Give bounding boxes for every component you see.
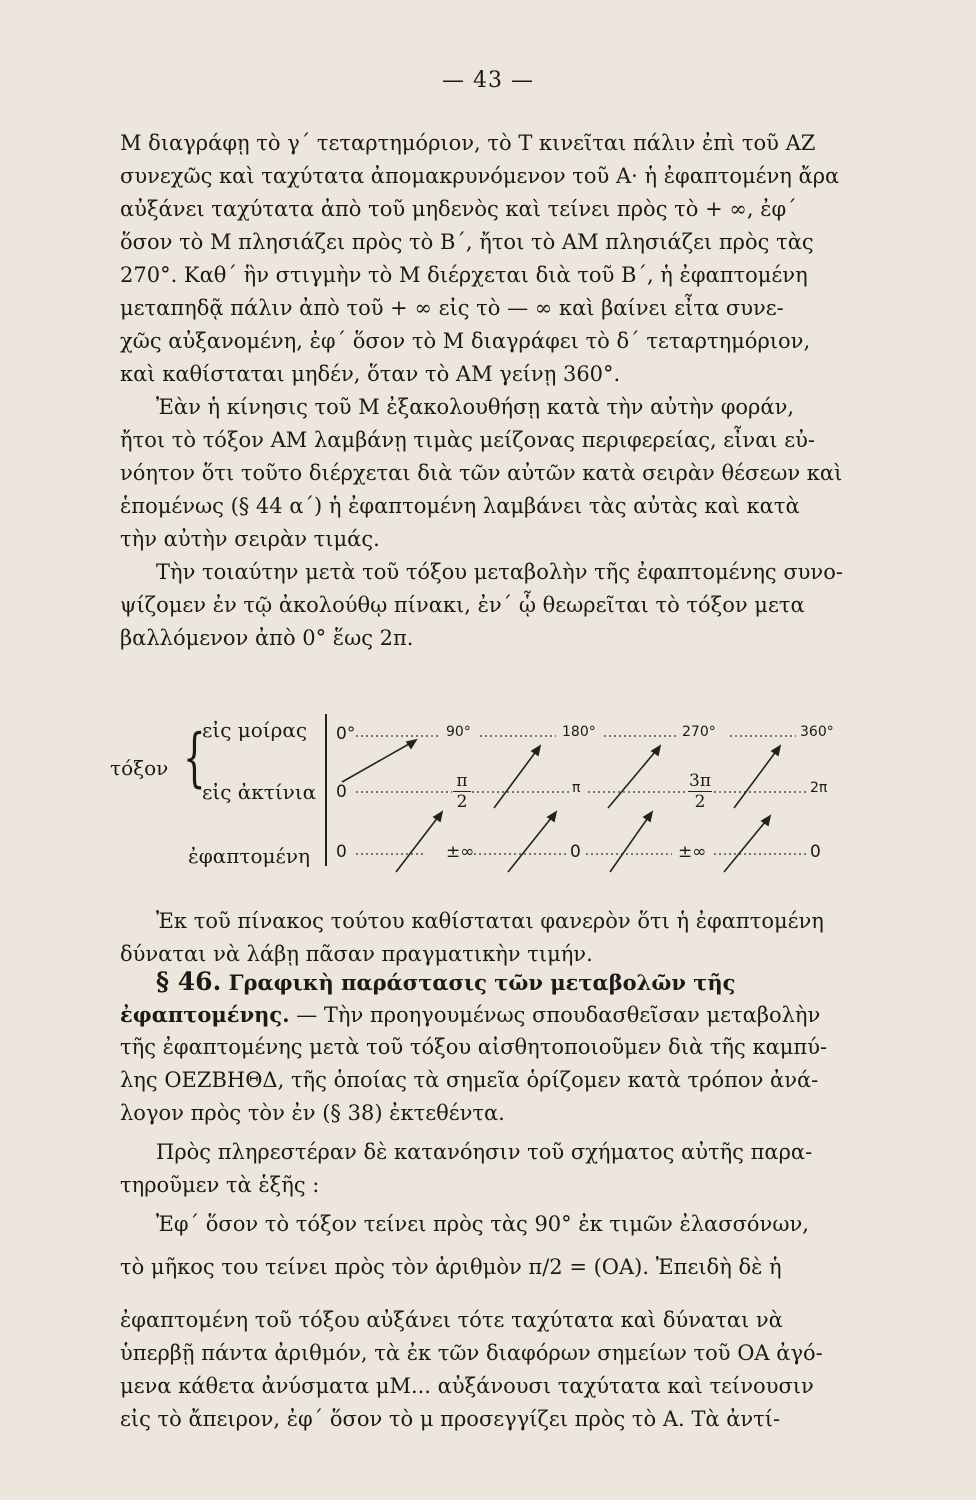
- text-line: εἰς τὸ ἄπειρον, ἐφ΄ ὅσον τὸ μ προσεγγίζει πρὸς τὸ Α. Τὰ ἀντί-: [120, 1407, 781, 1431]
- text-line: Ἐκ τοῦ πίνακος τούτου καθίσταται φανερὸν ὅτι ἡ ἐφαπτομένη: [156, 909, 824, 933]
- text-line: καὶ καθίσταται μηδέν, ὅταν τὸ ΑΜ γείνῃ 360°.: [120, 362, 621, 386]
- frac-den: 2: [456, 792, 468, 812]
- row-tangent-label: ἐφαπτομένη: [188, 844, 310, 868]
- row-degrees-label: εἰς μοίρας: [202, 718, 308, 742]
- page-number: — 43 —: [442, 68, 534, 93]
- text-line: αὐξάνει ταχύτατα ἀπὸ τοῦ μηδενὸς καὶ τείνει πρὸς τὸ + ∞, ἐφ΄: [120, 197, 797, 221]
- section-number: § 46.: [156, 967, 222, 996]
- tick-tangent: 0: [810, 842, 821, 862]
- tick-radian-pi: π: [572, 780, 581, 796]
- frac-den: 2: [694, 792, 706, 812]
- text-line: Ἐὰν ἡ κίνησις τοῦ Μ ἐξακολουθήσῃ κατὰ τὴν αὐτὴν φοράν,: [156, 395, 795, 419]
- text-line: Ἐφ΄ ὅσον τὸ τόξον τείνει πρὸς τὰς 90° ἐκ τιμῶν ἐλασσόνων,: [156, 1212, 809, 1236]
- text-line: βαλλόμενον ἀπὸ 0° ἕως 2π.: [120, 626, 414, 650]
- text-line: νόητον ὅτι τοῦτο διέρχεται διὰ τῶν αὐτῶν κατὰ σειρὰν θέσεων καὶ: [120, 461, 843, 485]
- tick-degree: 90°: [446, 724, 471, 740]
- tick-tangent: 0: [336, 842, 347, 862]
- text-line: Μ διαγράφῃ τὸ γ΄ τεταρτημόριον, τὸ Τ κινεῖται πάλιν ἐπὶ τοῦ ΑΖ: [120, 131, 816, 155]
- tick-radian-pi-half: [453, 772, 471, 811]
- text-line: τὸ μῆκος του τείνει πρὸς τὸν ἀριθμὸν π/2 = (ΟΑ). Ἐπειδὴ δὲ ἡ: [120, 1255, 782, 1279]
- text-block-conclusion: [120, 905, 890, 971]
- text-line: ἑπομένως (§ 44 α΄) ἡ ἐφαπτομένη λαμβάνει τὰς αὐτὰς καὶ κατὰ: [120, 494, 800, 518]
- text-line: λης ΟΕΖΒΗΘΔ, τῆς ὁποίας τὰ σημεῖα ὁρίζομεν κατὰ τρόπον ἀνά-: [120, 1068, 819, 1092]
- tick-tangent: 0: [570, 842, 581, 862]
- arc-label: τόξον: [110, 756, 169, 780]
- tick-radian: 0: [336, 782, 347, 802]
- text-line: Πρὸς πληρεστέραν δὲ κατανόησιν τοῦ σχήματος αὐτῆς παρα-: [156, 1140, 813, 1164]
- tick-degree: 360°: [800, 724, 834, 740]
- text-line: χῶς αὐξανομένη, ἐφ΄ ὅσον τὸ Μ διαγράφει τὸ δ΄ τεταρτημόριον,: [120, 329, 811, 353]
- text-line: συνεχῶς καὶ ταχύτατα ἀπομακρυνόμενον τοῦ Α· ἡ ἐφαπτομένη ἄρα: [120, 164, 840, 188]
- tick-tangent: ±∞: [678, 842, 707, 862]
- brace: {: [183, 721, 206, 795]
- frac-num: π: [456, 771, 468, 791]
- section-title: Γραφικὴ παράστασις τῶν μεταβολῶν τῆς: [228, 970, 736, 995]
- tick-radian-3pi-half: [688, 772, 712, 811]
- text-line: μενα κάθετα ἀνύσματα μΜ... αὐξάνουσι ταχύτατα καὶ τείνουσιν: [120, 1374, 814, 1398]
- text-line: τὴν αὐτὴν σειρὰν τιμάς.: [120, 527, 380, 551]
- frac-num: 3π: [689, 771, 711, 791]
- tick-tangent: ±∞: [446, 842, 475, 862]
- text-line: δύναται νὰ λάβῃ πᾶσαν πραγματικὴν τιμήν.: [120, 942, 593, 966]
- text-line: 270°. Καθ΄ ἣν στιγμὴν τὸ Μ διέρχεται διὰ τοῦ Β΄, ἡ ἐφαπτομένη: [120, 263, 808, 287]
- text-line: μεταπηδᾷ πάλιν ἀπὸ τοῦ + ∞ εἰς τὸ — ∞ καὶ βαίνει εἶτα συνε-: [120, 296, 784, 320]
- text-line: ὑπερβῇ πάντα ἀριθμόν, τὰ ἐκ τῶν διαφόρων σημείων τοῦ ΟΑ ἀγό-: [120, 1341, 823, 1365]
- section-heading: [120, 965, 890, 998]
- section-text: — Τὴν προηγουμένως σπουδασθεῖσαν μεταβολὴν: [289, 1003, 821, 1027]
- text-line: [120, 998, 890, 1031]
- section-title-cont: ἐφαπτομένης.: [120, 1002, 290, 1027]
- text-block-top: [120, 127, 890, 655]
- text-line: λογον πρὸς τὸν ἐν (§ 38) ἐκτεθέντα.: [120, 1101, 505, 1125]
- tick-radian: 2π: [810, 780, 828, 796]
- text-line: τῆς ἐφαπτομένης μετὰ τοῦ τόξου αἰσθητοποιοῦμεν διὰ τῆς καμπύ-: [120, 1035, 828, 1059]
- row-radians-label: εἰς ἀκτίνια: [202, 780, 317, 804]
- text-line: ὅσον τὸ Μ πλησιάζει πρὸς τὸ Β΄, ἤτοι τὸ ΑΜ πλησιάζει πρὸς τὰς: [120, 230, 814, 254]
- tick-degree: 0°: [336, 724, 356, 744]
- text-line: τηροῦμεν τὰ ἑξῆς :: [120, 1173, 320, 1197]
- text-line: ἐφαπτομένη τοῦ τόξου αὐξάνει τότε ταχύτατα καὶ δύναται νὰ: [120, 1308, 783, 1332]
- table-dotted-lines: [110, 712, 870, 887]
- text-line: Τὴν τοιαύτην μετὰ τοῦ τόξου μεταβολὴν τῆς ἐφαπτομένης συνο-: [156, 560, 843, 584]
- text-block-section: [120, 965, 890, 1436]
- tangent-variation-table: [110, 712, 870, 887]
- tick-degree: 180°: [562, 724, 596, 740]
- text-line: ἤτοι τὸ τόξον ΑΜ λαμβάνῃ τιμὰς μείζονας περιφερείας, εἶναι εὐ-: [120, 428, 816, 452]
- text-line: ψίζομεν ἐν τῷ ἀκολούθῳ πίνακι, ἐν΄ ᾧ θεωρεῖται τὸ τόξον μετα: [120, 593, 805, 617]
- tick-degree: 270°: [682, 724, 716, 740]
